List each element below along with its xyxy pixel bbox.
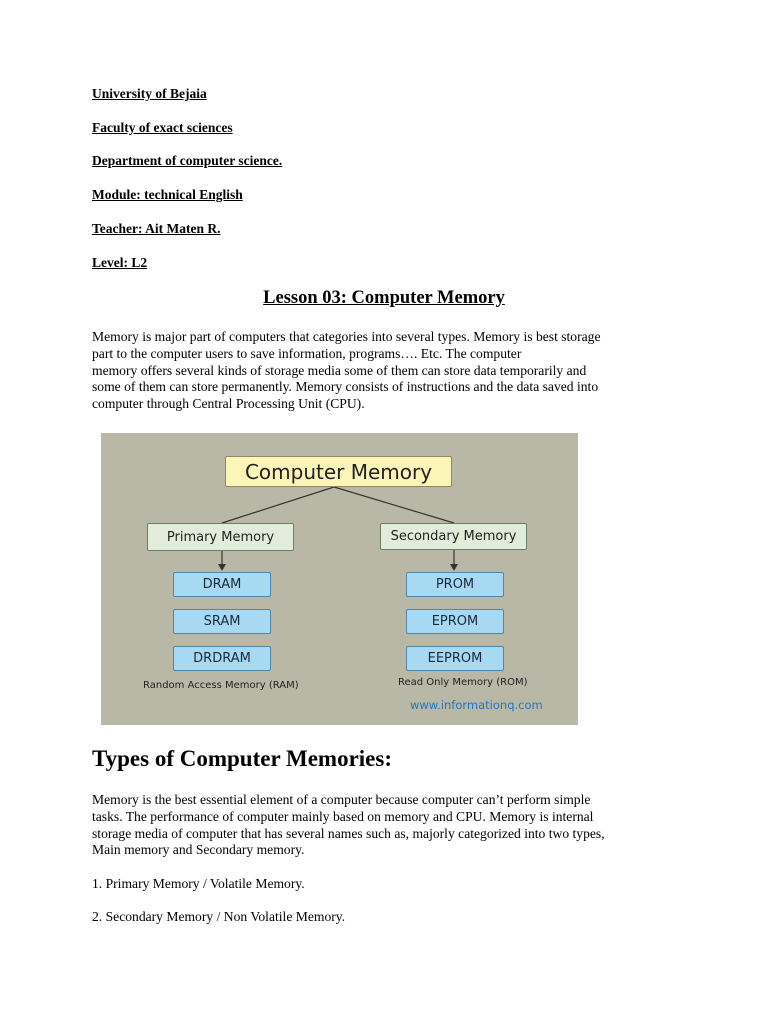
level: Level: L2 [92, 255, 148, 270]
dram-box: DRAM [173, 572, 271, 597]
lesson-title: Lesson 03: Computer Memory [263, 288, 505, 308]
rom-caption: Read Only Memory (ROM) [398, 677, 528, 688]
drdram-box: DRDRAM [173, 646, 271, 671]
faculty-name: Faculty of exact sciences [92, 120, 233, 135]
module-name: Module: technical English [92, 187, 243, 202]
intro-paragraph [92, 329, 692, 413]
section-line: storage media of computer that has several names such as, majorly categorized into two types, [92, 825, 605, 841]
arrow-secondary [450, 564, 458, 571]
intro-line: some of them can store permanently. Memory consists of instructions and the data saved into [92, 379, 599, 395]
list-item: 1. Primary Memory / Volatile Memory. [92, 876, 305, 891]
section-line: tasks. The performance of computer mainly based on memory and CPU. Memory is internal [92, 808, 594, 824]
prom-box: PROM [406, 572, 504, 597]
teacher-name: Teacher: Ait Maten R. [92, 221, 221, 236]
section-paragraph [92, 792, 692, 859]
secondary-memory-box: Secondary Memory [380, 523, 527, 550]
connector-root-secondary [334, 487, 454, 523]
section-line: Main memory and Secondary memory. [92, 842, 305, 858]
intro-line: part to the computer users to save information, programs…. Etc. The computer [92, 345, 522, 361]
primary-memory-box: Primary Memory [147, 523, 294, 551]
root-box: Computer Memory [225, 456, 452, 487]
eeprom-box: EEPROM [406, 646, 504, 671]
connector-root-primary [222, 487, 334, 523]
intro-line: Memory is major part of computers that categories into several types. Memory is best storage [92, 329, 601, 344]
source-watermark: www.informationq.com [410, 698, 543, 712]
ram-caption: Random Access Memory (RAM) [143, 680, 299, 691]
section-heading: Types of Computer Memories: [92, 746, 392, 771]
list-item: 2. Secondary Memory / Non Volatile Memory. [92, 909, 346, 924]
eprom-box: EPROM [406, 609, 504, 634]
department-name: Department of computer science. [92, 153, 283, 168]
university-name: University of Bejaia [92, 86, 207, 101]
intro-line: memory offers several kinds of storage media some of them can store data temporarily and [92, 362, 587, 378]
section-line: Memory is the best essential element of a computer because computer can’t perform simple [92, 792, 591, 807]
memory-hierarchy-diagram [101, 433, 578, 725]
arrow-primary [218, 564, 226, 571]
sram-box: SRAM [173, 609, 271, 634]
intro-line: computer through Central Processing Unit (CPU). [92, 396, 365, 412]
